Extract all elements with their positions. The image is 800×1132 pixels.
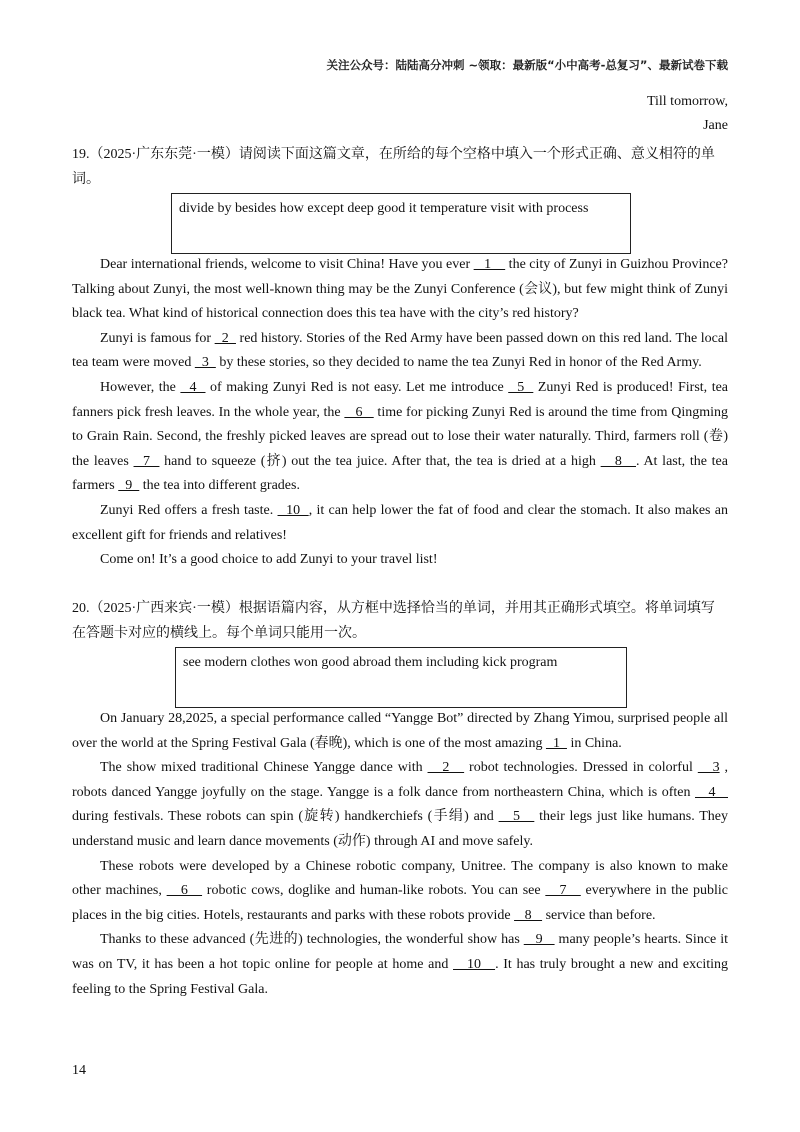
text: Zunyi Red offers a fresh taste. — [100, 502, 278, 518]
text: service than before. — [542, 907, 656, 923]
text: their legs just like humans. They understand music and learn dance movements (动作) through AI and move safely. — [72, 809, 729, 849]
blank-3[interactable]: 3 — [697, 760, 720, 776]
blank-5[interactable]: 5 — [508, 379, 534, 395]
blank-6[interactable]: 6 — [344, 404, 374, 420]
blank-10[interactable]: 10 — [277, 502, 309, 518]
text: On January 28,2025, a special performance called “Yangge Bot” directed by Zhang Yimou, surprised people all over the world at the Spring Festival Gala (春晚), which is one of the most amazing — [72, 711, 728, 751]
q20-title — [72, 597, 728, 646]
text: robot technologies. Dressed in colorful — [464, 760, 698, 776]
blank-4[interactable]: 4 — [180, 379, 206, 395]
blank-7[interactable]: 7 — [545, 883, 581, 899]
blank-1[interactable]: 1 — [545, 735, 567, 751]
blank-6[interactable]: 6 — [166, 883, 203, 899]
text: time for picking Zunyi Red is around the time from Qingming to Grain Rain. Second, the freshly picked leaves are spread out to lose their water naturally. Third, farmers roll (卷) the leaves — [72, 404, 729, 469]
blank-9[interactable]: 9 — [118, 478, 140, 494]
text: Thanks to these advanced (先进的) technologies, the wonderful show has — [100, 932, 524, 948]
text: many people’s hearts. Since it was on TV, it has been a hot topic online for people at home and — [72, 932, 728, 972]
text: Zunyi is famous for — [100, 330, 215, 346]
text: . At last, the tea farmers — [72, 453, 728, 494]
text: by these stories, so they decided to name the tea Zunyi Red in honor of the Red Army. — [215, 355, 702, 371]
q20-paragraph-2 — [72, 756, 728, 854]
q19-paragraph-1 — [72, 253, 728, 327]
text: These robots were developed by a Chinese robotic company, Unitree. The company is also known to make other machines, — [72, 858, 728, 899]
q19-paragraph-5: Come on! It’s a good choice to add Zunyi to your travel list! — [100, 552, 438, 568]
blank-8[interactable]: 8 — [600, 453, 636, 469]
blank-10[interactable]: 10 — [453, 956, 496, 972]
letter-signature: Jane — [703, 118, 728, 133]
blank-1[interactable]: 1 — [473, 257, 506, 272]
text: . It has truly brought a new and exciting feeling to the Spring Festival Gala. — [72, 956, 729, 997]
q19-passage — [72, 253, 728, 573]
q20-title-text: 20.（2025·广西来宾·一模）根据语篇内容，从方框中选择恰当的单词，并用其正确形式填空。将单词填写在答题卡对应的横线上。每个单词只能用一次。 — [72, 601, 715, 641]
blank-7[interactable]: 7 — [133, 453, 160, 469]
q20-paragraph-4 — [72, 928, 728, 1002]
text: of making Zunyi Red is not easy. Let me introduce — [205, 379, 509, 395]
text: However, the — [100, 379, 181, 395]
blank-2[interactable]: 2 — [427, 760, 465, 776]
q19-paragraph-3 — [72, 376, 728, 499]
page-number: 14 — [72, 1063, 86, 1078]
text: Dear international friends, welcome to visit China! Have you ever — [100, 257, 474, 272]
blank-4[interactable]: 4 — [695, 784, 728, 800]
text: during festivals. These robots can spin (旋转) handkerchiefs (手绢) and — [72, 809, 499, 825]
text: Zunyi Red is produced! First, tea fanners pick fresh leaves. In the whole year, the — [72, 379, 729, 420]
blank-8[interactable]: 8 — [514, 907, 543, 923]
q20-paragraph-3 — [72, 855, 728, 929]
q19-paragraph-4 — [72, 499, 728, 548]
blank-9[interactable]: 9 — [523, 932, 555, 948]
text: robotic cows, doglike and human-like robots. You can see — [202, 883, 546, 899]
q20-word-list: see modern clothes won good abroad them including kick program — [183, 655, 558, 670]
text: the city of Zunyi in Guizhou Province? Talking about Zunyi, the most well-known thing may be the Zunyi Conference (会议), but few might think of Zunyi black tea. What kind of historical connection does this tea have with the city’s red history? — [72, 257, 728, 322]
text: , robots danced Yangge joyfully on the stage. Yangge is a folk dance from northeastern China, which is often — [72, 760, 729, 800]
text: in China. — [566, 735, 622, 751]
text: hand to squeeze (挤) out the tea juice. After that, the tea is dried at a high — [159, 453, 601, 469]
text: red history. Stories of the Red Army have been passed down on this red land. The local tea team were moved — [72, 330, 728, 371]
blank-3[interactable]: 3 — [194, 355, 216, 371]
blank-2[interactable]: 2 — [214, 330, 236, 346]
blank-5[interactable]: 5 — [498, 809, 535, 825]
page-header: 关注公众号：陆陆高分冲刺 ~领取：最新版“小中高考-总复习”、最新试卷下载 — [326, 58, 728, 72]
q19-word-list: divide by besides how except deep good it temperature visit with process — [179, 201, 589, 216]
q19-title-text: 19.（2025·广东东莞·一模）请阅读下面这篇文章，在所给的每个空格中填入一个形式正确、意义相符的单词。 — [72, 147, 715, 187]
q19-word-box — [171, 193, 631, 254]
q19-title — [72, 143, 728, 192]
letter-closing: Till tomorrow, — [646, 94, 728, 109]
q20-paragraph-1 — [72, 707, 728, 756]
q20-passage — [72, 707, 728, 1002]
q19-paragraph-2 — [72, 327, 728, 376]
text: everywhere in the public places in the big cities. Hotels, restaurants and parks with these robots provide — [72, 883, 729, 923]
text: the tea into different grades. — [139, 478, 300, 494]
text: , it can help lower the fat of food and clear the stomach. It also makes an excellent gift for friends and relatives! — [72, 502, 728, 543]
text: The show mixed traditional Chinese Yangge dance with — [100, 760, 428, 776]
q20-word-box — [175, 647, 627, 708]
